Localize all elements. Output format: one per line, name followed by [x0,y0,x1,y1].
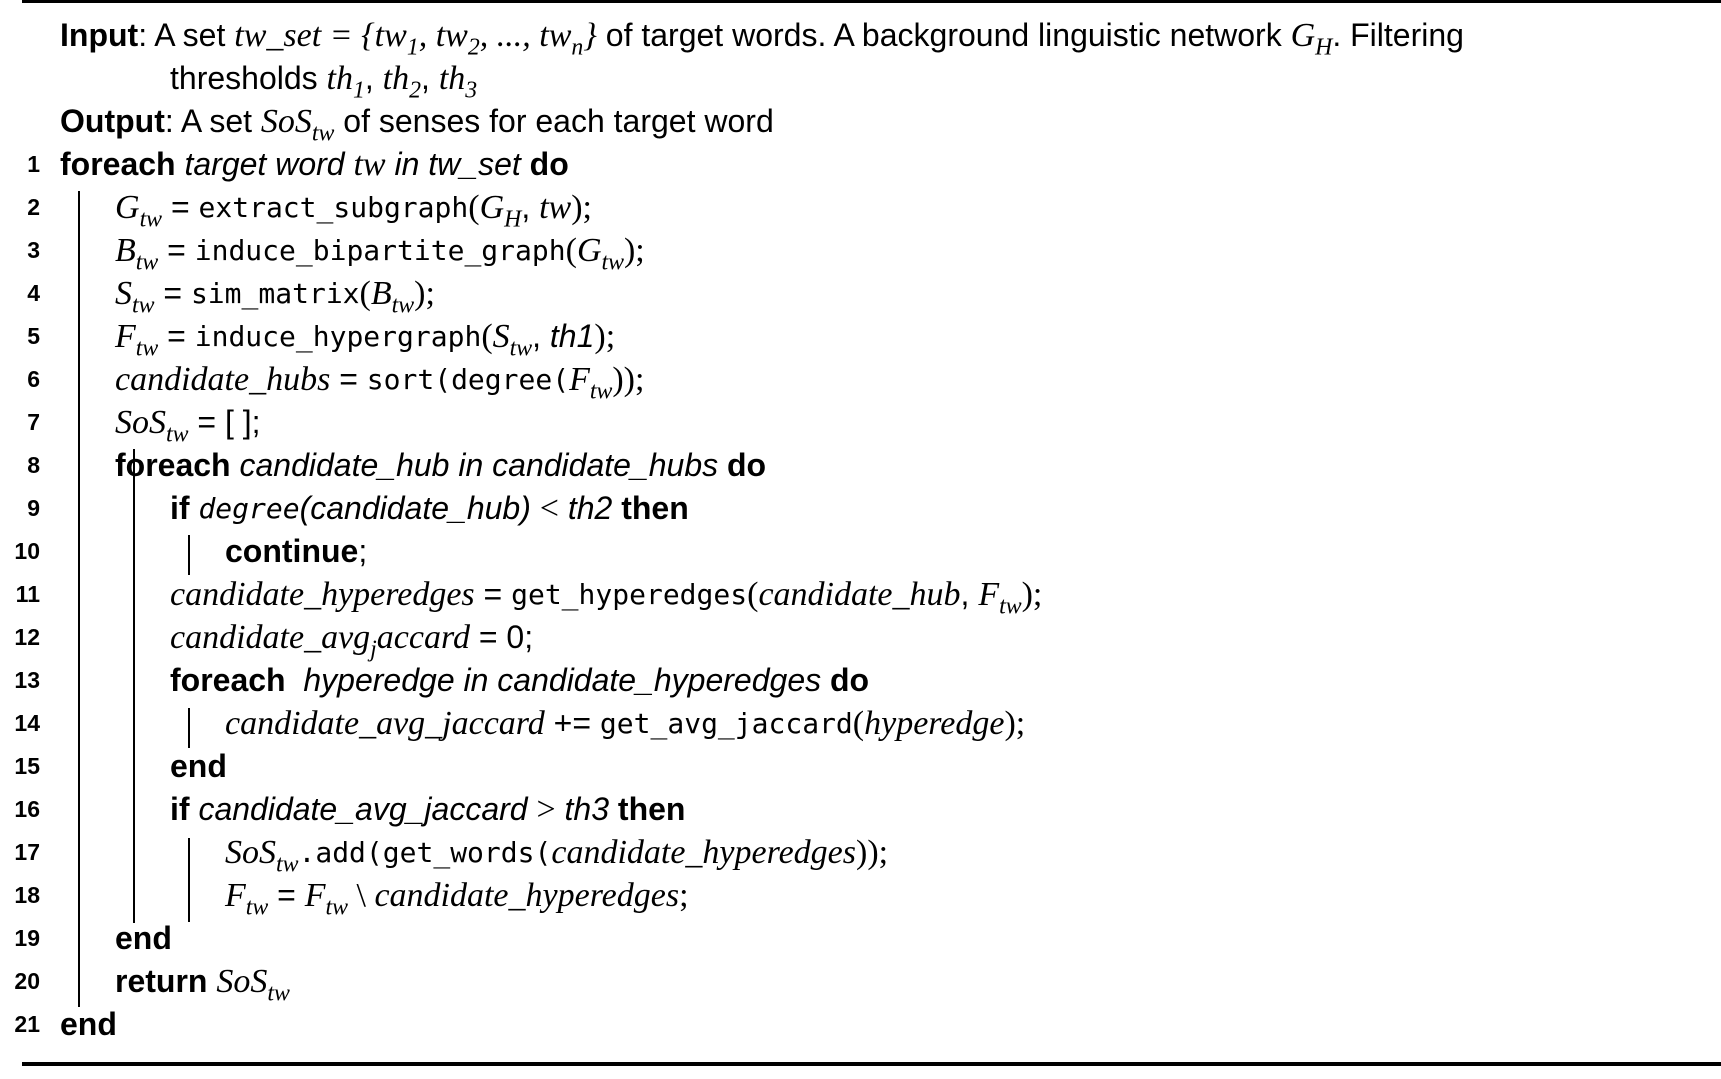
output-label: Output [60,103,165,139]
line-number: 11 [15,581,40,607]
input-line: Input : A set tw_set = {$tw_1$, $tw_2$, ..., $tw_n$} of target words. A background linguistic network $G_H$ . Filtering thresholds $th_1$ , $th_2$ , $th_3$ [60,16,1464,103]
extract-subgraph-fn: extract_subgraph [198,191,469,224]
line-number: 1 [27,151,40,177]
line-16: 16 if candidate_avg_jaccard > th3 then [0,788,1721,831]
line-15: 15 end [0,745,1721,788]
line-number: 7 [27,409,40,435]
top-rule [22,0,1721,3]
line-number: 9 [27,495,40,521]
line-4: 4 $S_{tw}$ = sim_matrix ( $B_{tw}$ ); [0,272,1721,315]
output-line: Output : A set SoS$_{tw}$ of senses for each target word [60,102,774,146]
input-label: Input [60,17,139,53]
line-9: 9 if degree (candidate_hub) < th2 then [0,487,1721,530]
line-number: 8 [27,452,40,478]
line-number: 10 [14,538,40,564]
indent-bar-if-continue [188,535,190,575]
line-number: 5 [27,323,40,349]
line-number: 2 [27,194,40,220]
line-12: 12 candidate_avg$_j$accard = 0; [0,616,1721,659]
line-number: 16 [14,796,40,822]
input-continuation: thresholds $th_1$ , $th_2$ , $th_3$ [170,59,478,103]
line-13: 13 foreach hyperedge in candidate_hyperedges do [0,659,1721,702]
indent-bar-inner-foreach [133,449,135,923]
bottom-rule [22,1062,1721,1066]
line-number: 20 [14,968,40,994]
line-14: 14 candidate_avg_jaccard += get_avg_jaccard ( hyperedge ); [0,702,1721,745]
indent-bar-hyperedge-loop [188,708,190,748]
algorithm-block [0,14,1721,1046]
line-5: 5 $F_{tw}$ = induce_hypergraph ( $S_{tw}$ , th1 ); [0,315,1721,358]
line-number: 15 [14,753,40,779]
line-number: 21 [14,1011,40,1037]
line-number: 14 [14,710,40,736]
tw-set-expression: tw_set = {$tw_1$, $tw_2$, ..., $tw_n$} [234,16,597,60]
line-17: 17 SoS$_{tw}$ .add(get_words( candidate_hyperedges )); [0,831,1721,874]
line-10: 10 continue ; [0,530,1721,573]
line-number: 19 [14,925,40,951]
line-7: 7 SoS$_{tw}$ = [ ]; [0,401,1721,444]
line-number: 12 [14,624,40,650]
line-2: 2 $G_{tw}$ = extract_subgraph ( $G_H$ , tw ); [0,186,1721,229]
line-11: 11 candidate_hyperedges = get_hyperedges ( candidate_hub , $F_{tw}$ ); [0,573,1721,616]
line-6: 6 candidate_hubs = sort(degree( $F_{tw}$ )); [0,358,1721,401]
line-number: 4 [27,280,40,306]
sos-symbol: SoS$_{tw}$ [260,102,335,146]
line-21: 21 end [0,1003,1721,1046]
line-19: 19 end [0,917,1721,960]
line-3: 3 $B_{tw}$ = induce_bipartite_graph ( $G_{tw}$ ); [0,229,1721,272]
line-number: 18 [14,882,40,908]
background-network-symbol: $G_H$ [1290,16,1333,60]
line-1: 1 foreach target word tw in tw_set do [0,143,1721,186]
indent-bar-outer-foreach [78,191,80,1007]
line-number: 6 [27,366,40,392]
line-20: 20 return SoS$_{tw}$ [0,960,1721,1003]
indent-bar-if-then [188,838,190,922]
line-number: 17 [14,839,40,865]
line-8: 8 foreach candidate_hub in candidate_hubs do [0,444,1721,487]
line-number: 3 [27,237,40,263]
line-18: 18 $F_{tw}$ = $F_{tw}$ \ candidate_hyperedges ; [0,874,1721,917]
line-number: 13 [14,667,40,693]
algorithm-body [0,143,1721,1046]
